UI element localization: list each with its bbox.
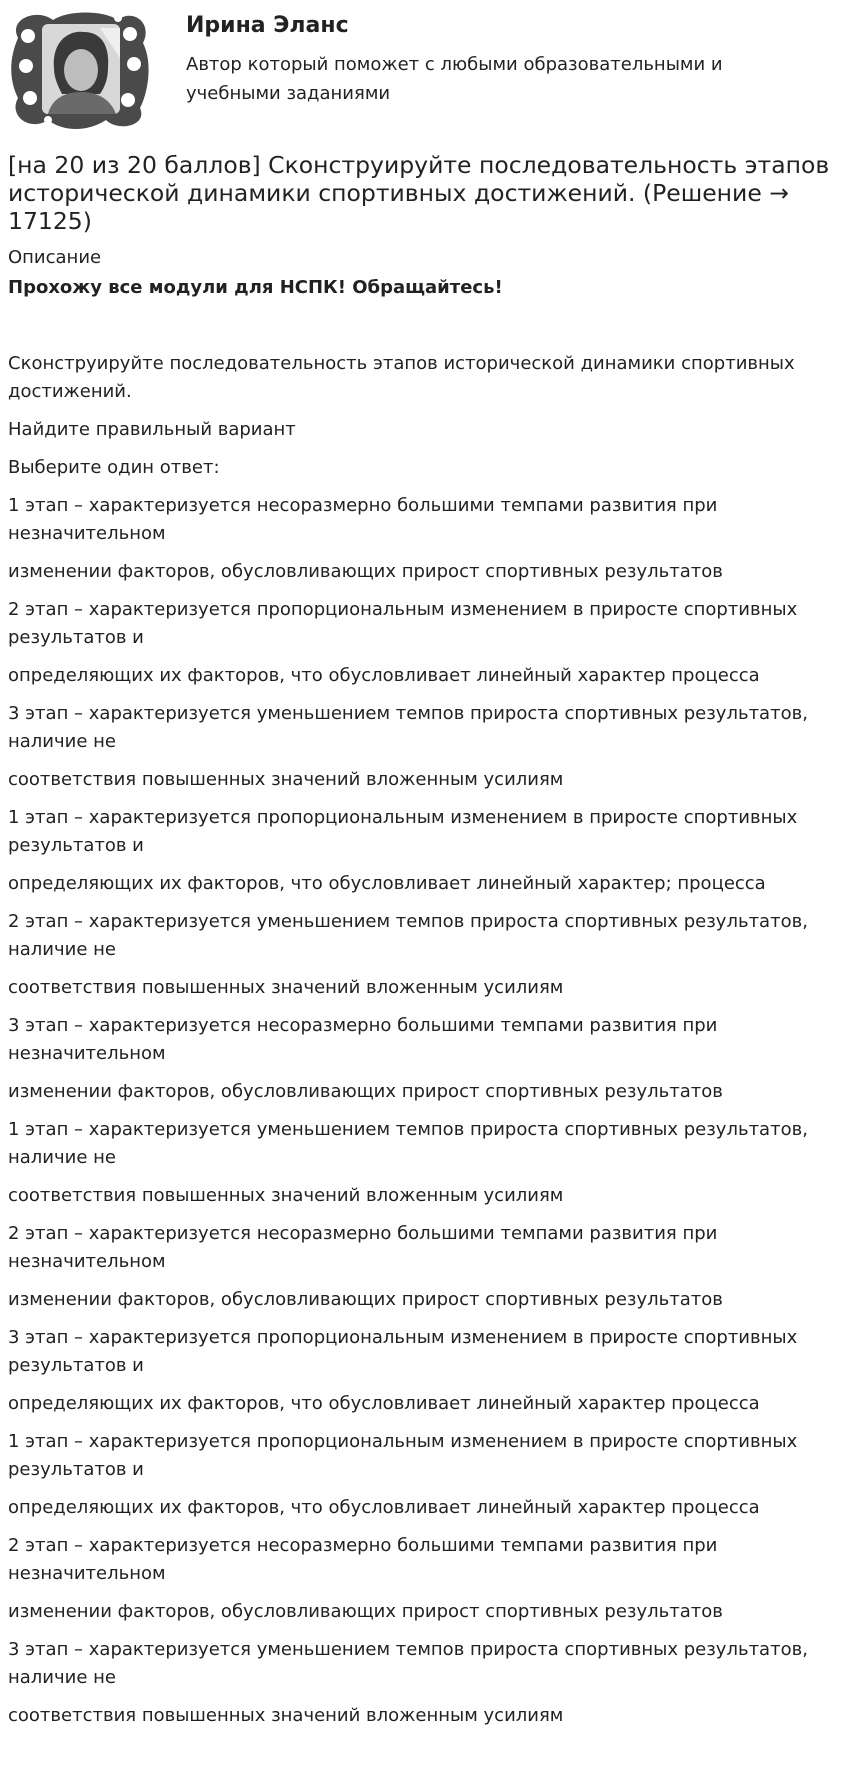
paragraph: соответствия повышенных значений вложенным усилиям: [8, 1705, 564, 1726]
paragraph: определяющих их факторов, что обусловливает линейный характер; процесса: [8, 873, 766, 894]
author-name[interactable]: Ирина Эланс: [186, 13, 349, 38]
paragraph: Найдите правильный вариант: [8, 419, 296, 440]
paragraph: 2 этап – характеризуется пропорциональным изменением в приросте спортивных результатов и: [8, 599, 798, 648]
paragraph: соответствия повышенных значений вложенным усилиям: [8, 769, 564, 790]
paragraph: Выберите один ответ:: [8, 457, 220, 478]
paragraph: определяющих их факторов, что обусловливает линейный характер процесса: [8, 1497, 760, 1518]
paragraph: 3 этап – характеризуется уменьшением темпов прироста спортивных результатов, наличие не: [8, 1639, 808, 1688]
paragraph: Сконструируйте последовательность этапов исторической динамики спортивных достижений.: [8, 353, 795, 402]
description-label: Описание: [8, 247, 102, 268]
paragraph: 1 этап – характеризуется пропорциональным изменением в приросте спортивных результатов и: [8, 807, 798, 856]
paragraph: 3 этап – характеризуется уменьшением темпов прироста спортивных результатов, наличие не: [8, 703, 808, 752]
paragraph: определяющих их факторов, что обусловливает линейный характер процесса: [8, 665, 760, 686]
paragraph: изменении факторов, обусловливающих прирост спортивных результатов: [8, 1289, 723, 1310]
paragraph: соответствия повышенных значений вложенным усилиям: [8, 977, 564, 998]
page-title: [на 20 из 20 баллов] Сконструируйте последовательность этапов исторической динамики спортивных достижений. (Решение → 17125): [8, 151, 830, 235]
author-description: Автор который поможет с любыми образовательными и учебными заданиями: [186, 54, 723, 104]
paragraph: 2 этап – характеризуется уменьшением темпов прироста спортивных результатов, наличие не: [8, 911, 808, 960]
paragraph: 1 этап – характеризуется несоразмерно большими темпами развития при незначительном: [8, 495, 718, 544]
paragraph: изменении факторов, обусловливающих прирост спортивных результатов: [8, 1081, 723, 1102]
paragraph: соответствия повышенных значений вложенным усилиям: [8, 1185, 564, 1206]
paragraph: 3 этап – характеризуется несоразмерно большими темпами развития при незначительном: [8, 1015, 718, 1064]
paragraph: изменении факторов, обусловливающих прирост спортивных результатов: [8, 1601, 723, 1622]
question-content: [8, 350, 843, 1740]
paragraph: определяющих их факторов, что обусловливает линейный характер процесса: [8, 1393, 760, 1414]
paragraph: 1 этап – характеризуется пропорциональным изменением в приросте спортивных результатов и: [8, 1431, 798, 1480]
paragraph: 1 этап – характеризуется уменьшением темпов прироста спортивных результатов, наличие не: [8, 1119, 808, 1168]
author-block: [0, 0, 847, 136]
author-avatar[interactable]: [8, 8, 151, 130]
paragraph: изменении факторов, обусловливающих прирост спортивных результатов: [8, 561, 723, 582]
paragraph: 3 этап – характеризуется пропорциональным изменением в приросте спортивных результатов и: [8, 1327, 798, 1376]
promo-text: Прохожу все модули для НСПК! Обращайтесь!: [8, 277, 503, 298]
paragraph: 2 этап – характеризуется несоразмерно большими темпами развития при незначительном: [8, 1223, 718, 1272]
paragraph: 2 этап – характеризуется несоразмерно большими темпами развития при незначительном: [8, 1535, 718, 1584]
